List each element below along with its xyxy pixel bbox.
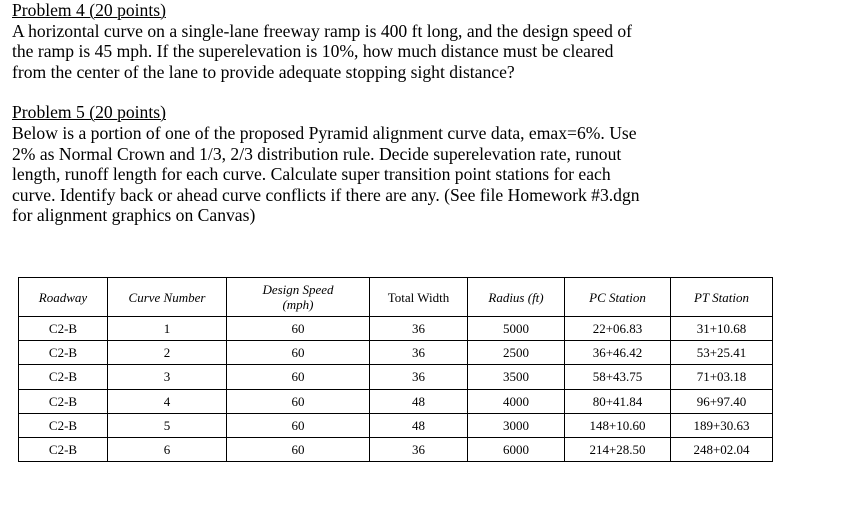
cell-curve-number: 5 [108,413,227,437]
cell-pc-station: 148+10.60 [565,413,671,437]
cell-design-speed: 60 [227,317,370,341]
cell-total-width: 36 [370,437,468,461]
cell-curve-number: 4 [108,389,227,413]
cell-curve-number: 2 [108,341,227,365]
cell-total-width: 36 [370,365,468,389]
table-body [19,317,773,462]
table-row [19,389,773,413]
problem-5-body: Below is a portion of one of the proposed Pyramid alignment curve data, emax=6%. Use 2% as Normal Crown and 1/3, 2/3 distribution rule. Decide superelevation rate, runout length, runoff length for each curve. Calculate super transition point stations for each curve. Identify back or ahead curve conflicts if there are any. (See file Homework #3.dgn for alignment graphics on Canvas) [12,122,640,226]
cell-radius: 6000 [468,437,565,461]
cell-roadway: C2-B [19,389,108,413]
cell-curve-number: 3 [108,365,227,389]
cell-total-width: 36 [370,341,468,365]
problem-5 [12,102,857,226]
header-total-width: Total Width [370,278,468,317]
table-row [19,341,773,365]
cell-pt-station: 31+10.68 [671,317,773,341]
curve-data-table [18,277,773,462]
cell-total-width: 36 [370,317,468,341]
header-pt-station: PT Station [671,278,773,317]
table-row [19,437,773,461]
problem-4 [12,0,857,82]
cell-pc-station: 58+43.75 [565,365,671,389]
cell-design-speed: 60 [227,365,370,389]
cell-roadway: C2-B [19,365,108,389]
header-radius: Radius (ft) [468,278,565,317]
cell-pt-station: 71+03.18 [671,365,773,389]
cell-design-speed: 60 [227,341,370,365]
cell-roadway: C2-B [19,413,108,437]
cell-radius: 5000 [468,317,565,341]
table-header-row [19,278,773,317]
cell-radius: 3000 [468,413,565,437]
table-row [19,317,773,341]
cell-pc-station: 36+46.42 [565,341,671,365]
problem-5-title: Problem 5 (20 points) [12,102,166,123]
table-row [19,365,773,389]
cell-curve-number: 6 [108,437,227,461]
table-row [19,413,773,437]
cell-pc-station: 80+41.84 [565,389,671,413]
cell-design-speed: 60 [227,437,370,461]
cell-curve-number: 1 [108,317,227,341]
header-design-speed [227,278,370,317]
header-design-speed-line2: (mph) [282,297,314,312]
cell-radius: 4000 [468,389,565,413]
header-curve-number: Curve Number [108,278,227,317]
cell-pt-station: 96+97.40 [671,389,773,413]
cell-total-width: 48 [370,413,468,437]
cell-pt-station: 248+02.04 [671,437,773,461]
cell-pt-station: 53+25.41 [671,341,773,365]
header-pc-station: PC Station [565,278,671,317]
cell-roadway: C2-B [19,437,108,461]
header-roadway: Roadway [19,278,108,317]
cell-pc-station: 22+06.83 [565,317,671,341]
cell-design-speed: 60 [227,413,370,437]
cell-roadway: C2-B [19,341,108,365]
cell-radius: 3500 [468,365,565,389]
cell-pc-station: 214+28.50 [565,437,671,461]
problem-4-title: Problem 4 (20 points) [12,0,166,20]
header-design-speed-line1: Design Speed [262,282,334,297]
cell-design-speed: 60 [227,389,370,413]
cell-pt-station: 189+30.63 [671,413,773,437]
cell-radius: 2500 [468,341,565,365]
cell-roadway: C2-B [19,317,108,341]
cell-total-width: 48 [370,389,468,413]
problem-4-body: A horizontal curve on a single-lane freeway ramp is 400 ft long, and the design speed of the ramp is 45 mph. If the superelevation is 10%, how much distance must be cleared from the center of the lane to provide adequate stopping sight distance? [12,20,632,82]
document-page [12,0,857,226]
